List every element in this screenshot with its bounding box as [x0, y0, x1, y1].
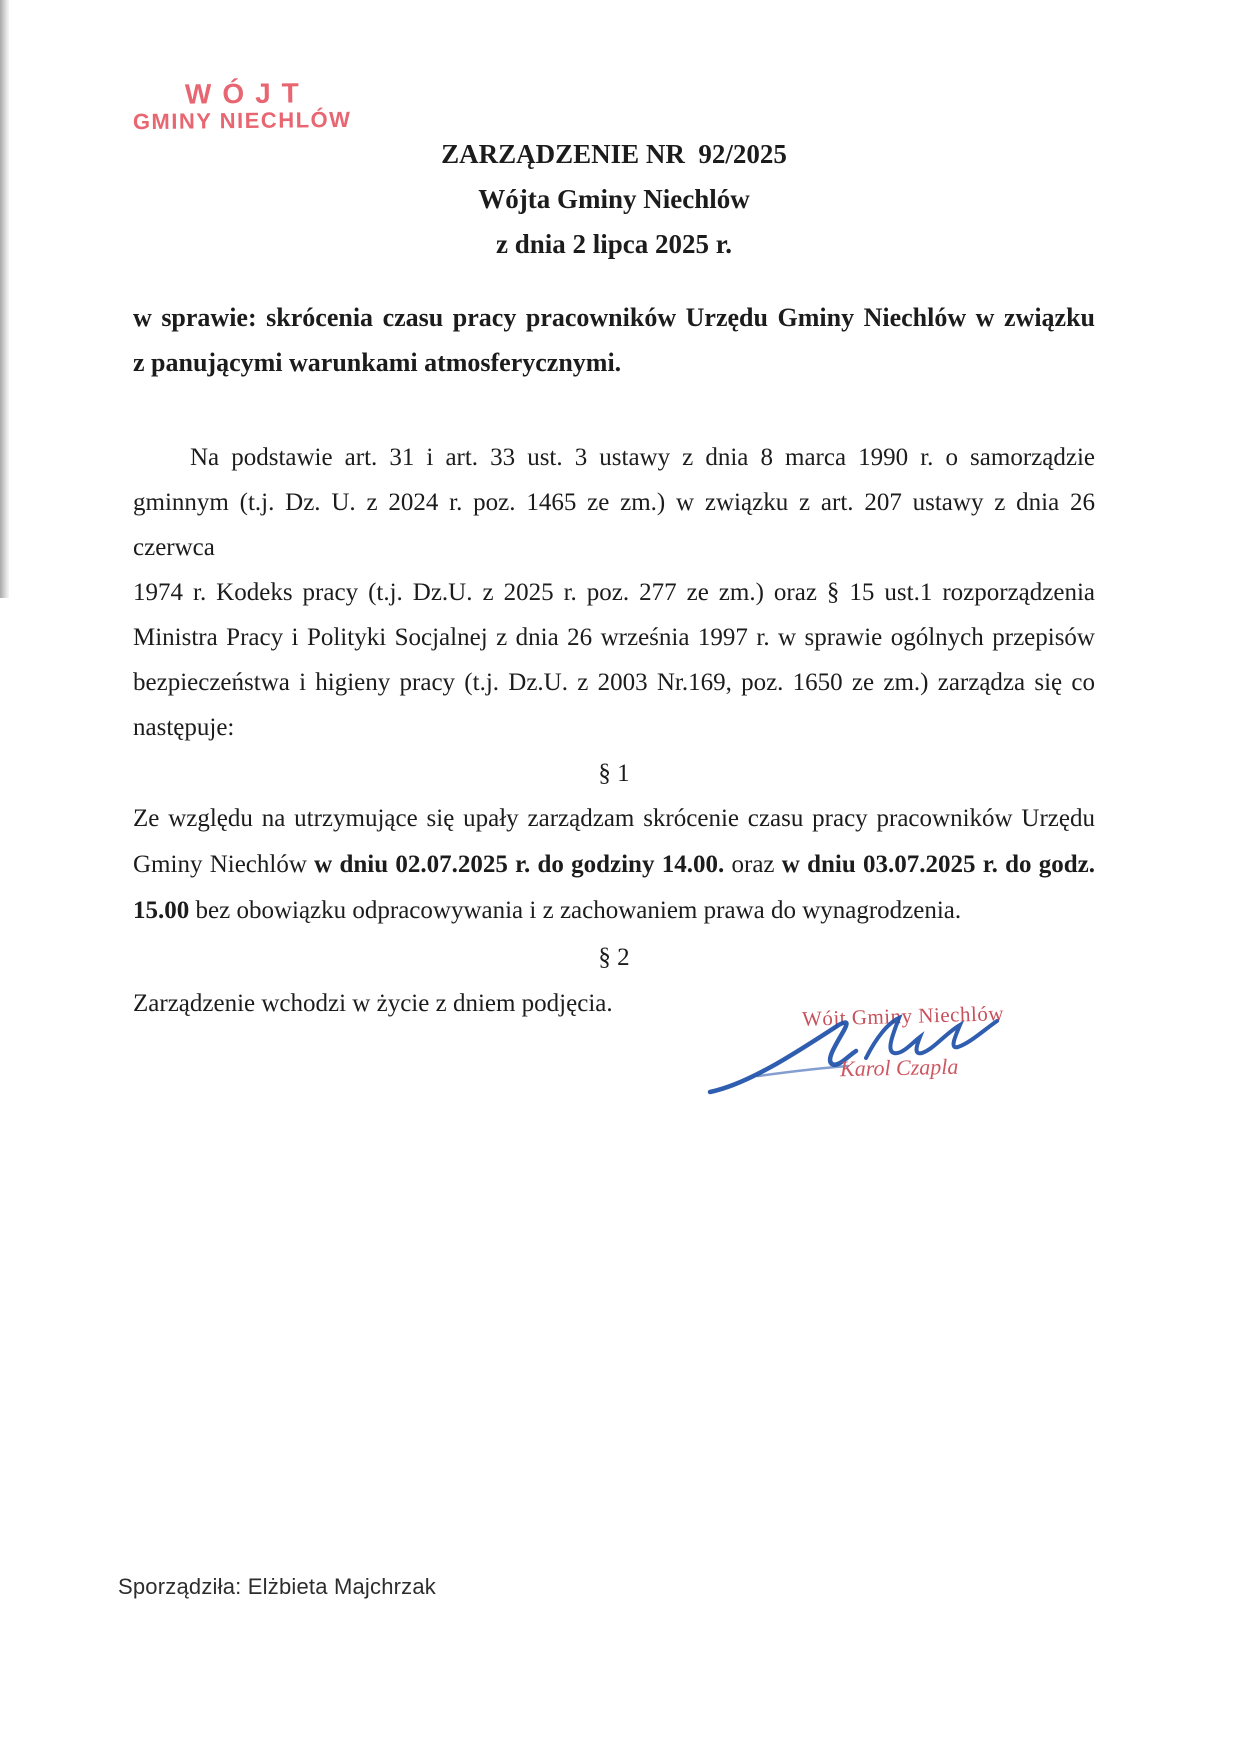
subject-line-1: w sprawie: skrócenia czasu pracy pracowników Urzędu Gminy Niechlów w związku [133, 303, 1095, 332]
text-segment: Gminy Niechlów [133, 851, 315, 878]
title-date: z dnia 2 lipca 2025 r. [495, 229, 733, 259]
legal-basis-line: następuje: [133, 714, 235, 741]
prepared-by-note: Sporządziła: Elżbieta Majchrzak [118, 1574, 437, 1599]
section-1-heading: § 1 [598, 760, 630, 787]
bold-date-segment: w dniu 03.07.2025 r. do godz. [781, 851, 1095, 878]
stamp-line-wojt: WÓJT [184, 77, 310, 110]
document-content [133, 0, 1095, 1027]
legal-basis-line: 1974 r. Kodeks pracy (t.j. Dz.U. z 2025 r. poz. 277 ze zm.) oraz § 15 ust.1 rozporządzenia [133, 579, 1095, 606]
title-number: ZARZĄDZENIE NR 92/2025 [441, 139, 787, 169]
text-segment: oraz [724, 851, 782, 878]
section-1-line-2 [133, 842, 1095, 888]
scan-edge-artifact [0, 0, 9, 598]
text-segment: bez obowiązku odpracowywania i z zachowaniem prawa do wynagrodzenia. [195, 897, 962, 924]
section-2-paragraph: Zarządzenie wchodzi w życie z dniem podjęcia. [133, 990, 613, 1017]
document-title [133, 0, 1095, 267]
signer-title: Wójt Gminy Niechlów [801, 1001, 1005, 1031]
section-1-line-1: Ze względu na utrzymujące się upały zarządzam skrócenie czasu pracy pracowników Urzędu [133, 805, 1095, 832]
subject-clause [133, 295, 1095, 385]
stamp-line-gmina: GMINY NIECHLÓW [132, 107, 352, 135]
section-1-line-3 [133, 888, 1095, 934]
legal-basis-paragraph [133, 435, 1095, 750]
signer-name: Karol Czapla [839, 1053, 959, 1082]
section-2-heading: § 2 [598, 944, 630, 971]
bold-date-segment: w dniu 02.07.2025 r. do godziny 14.00. [314, 851, 725, 878]
section-1-paragraph [133, 796, 1095, 934]
title-issuer: Wójta Gminy Niechlów [478, 184, 750, 214]
legal-basis-line: bezpieczeństwa i higieny pracy (t.j. Dz.U. z 2003 Nr.169, poz. 1650 ze zm.) zarządza się co [133, 669, 1095, 696]
legal-basis-line: Na podstawie art. 31 i art. 33 ust. 3 ustawy z dnia 8 marca 1990 r. o samorządzie [190, 444, 1095, 471]
legal-basis-line: gminnym (t.j. Dz. U. z 2024 r. poz. 1465 ze zm.) w związku z art. 207 ustawy z dnia 26 czerwca [133, 489, 1095, 561]
subject-line-2: z panującymi warunkami atmosferycznymi. [133, 348, 622, 377]
bold-time-segment: 15.00 [133, 897, 196, 924]
legal-basis-line: Ministra Pracy i Polityki Socjalnej z dnia 26 września 1997 r. w sprawie ogólnych przepisów [133, 624, 1095, 651]
signature-block [698, 998, 1018, 1098]
handwritten-signature-icon [698, 1006, 1018, 1098]
